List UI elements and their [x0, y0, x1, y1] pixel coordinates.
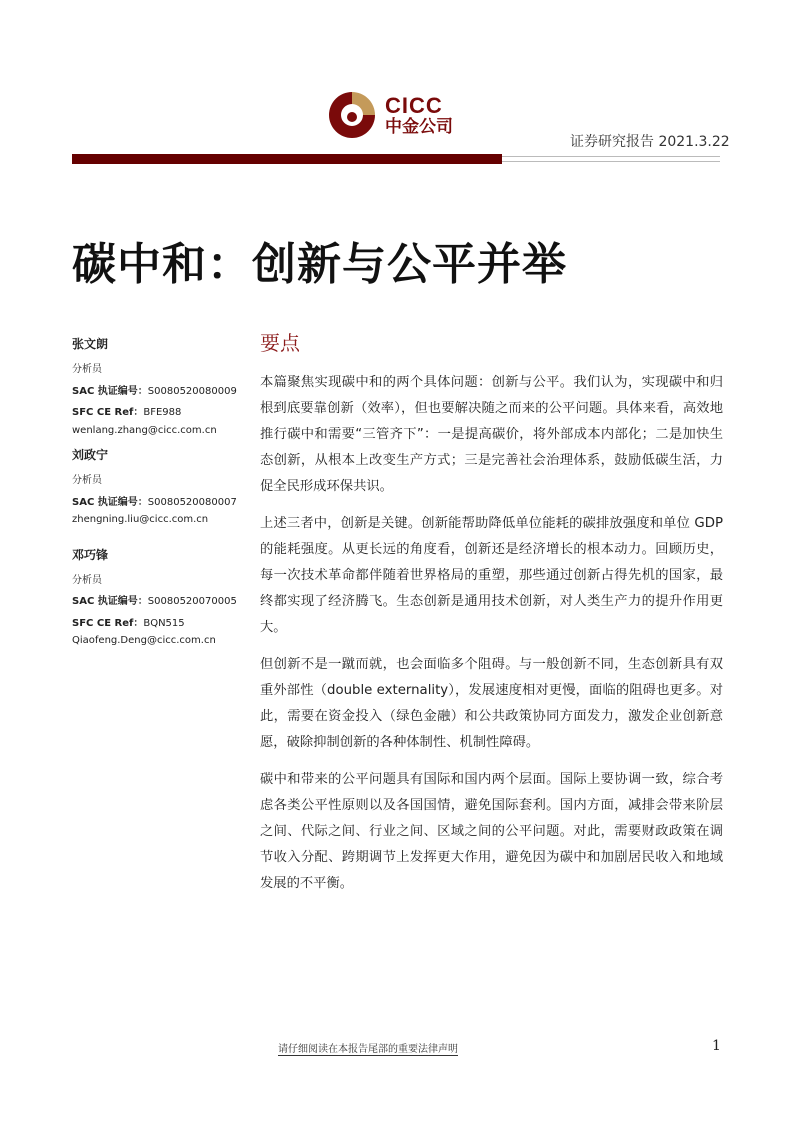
- analyst-card: [72, 335, 252, 446]
- paragraph: 但创新不是一蹴而就，也会面临多个阻碍。与一般创新不同，生态创新具有双重外部性（double externality），发展速度相对更慢，面临的阻碍也更多。对此，需要在资金投入（绿色金融）和公共政策协同方面发力，激发企业创新意愿，破除抑制创新的各种体制性、机制性障碍。: [260, 657, 723, 750]
- analyst-role: 分析员: [72, 475, 102, 486]
- logo-en: CICC: [385, 92, 443, 118]
- analyst-sac: SAC 执证编号：S0080520080007: [72, 496, 237, 508]
- analyst-role: 分析员: [72, 574, 102, 586]
- analyst-name: 张文朗: [72, 337, 109, 351]
- legal-notice-link[interactable]: 请仔细阅读在本报告尾部的重要法律声明: [278, 1040, 458, 1056]
- report-date: 证券研究报告 2021.3.22: [570, 134, 730, 150]
- analyst-sfc: SFC CE Ref：BFE988: [72, 407, 182, 418]
- cicc-logo: [327, 90, 453, 140]
- analyst-card: [72, 446, 252, 546]
- analyst-name: 刘政宁: [72, 448, 109, 462]
- cicc-logo-icon: [327, 90, 377, 140]
- paragraph: 上述三者中，创新是关键。创新能帮助降低单位能耗的碳排放强度和单位 GDP 的能耗强度。从更长远的角度看，创新还是经济增长的根本动力。回顾历史，每一次技术革命都伴随着世界格局的重塑，那些通过创新占得先机的国家，最终都实现了经济腾飞。生态创新是通用技术创新，对人类生产力的提升作用更大。: [260, 516, 723, 635]
- logo-cn: 中金公司: [385, 116, 453, 137]
- analyst-name: 邓巧锋: [72, 547, 109, 562]
- page-title: 碳中和：创新与公平并举: [72, 239, 567, 290]
- paragraph: 碳中和带来的公平问题具有国际和国内两个层面。国际上要协调一致，综合考虑各类公平性原则以及各国国情，避免国际套利。国内方面，减排会带来阶层之间、代际之间、行业之间、区域之间的公平问题。对此，需要财政政策在调节收入分配、跨期调节上发挥更大作用，避免因为碳中和加剧居民收入和地域发展的不平衡。: [260, 772, 723, 891]
- header-rule: [502, 156, 720, 162]
- analyst-sac: SAC 执证编号：S0080520070005: [72, 596, 237, 607]
- paragraph: 本篇聚焦实现碳中和的两个具体问题：创新与公平。我们认为，实现碳中和归根到底要靠创新（效率），但也要解决随之而来的公平问题。具体来看，高效地推行碳中和需要“三管齐下”：一是提高碳价，将外部成本内部化；二是加快生态创新，从根本上改变生产方式；三是完善社会治理体系，鼓励低碳生活，力促全民形成环保共识。: [260, 375, 723, 494]
- analyst-email[interactable]: wenlang.zhang@cicc.com.cn: [72, 424, 217, 436]
- analyst-sfc: SFC CE Ref：BQN515: [72, 617, 185, 629]
- analyst-sidebar: [72, 335, 252, 657]
- analyst-sac: SAC 执证编号：S0080520080009: [72, 385, 237, 397]
- key-points: [260, 327, 723, 908]
- analyst-role: 分析员: [72, 364, 102, 375]
- analyst-email[interactable]: Qiaofeng.Deng@cicc.com.cn: [72, 635, 216, 646]
- analyst-card: [72, 546, 252, 657]
- page-number: 1: [712, 1038, 721, 1054]
- header-bar: [72, 154, 502, 164]
- analyst-email[interactable]: zhengning.liu@cicc.com.cn: [72, 514, 209, 525]
- section-heading: 要点: [260, 331, 300, 355]
